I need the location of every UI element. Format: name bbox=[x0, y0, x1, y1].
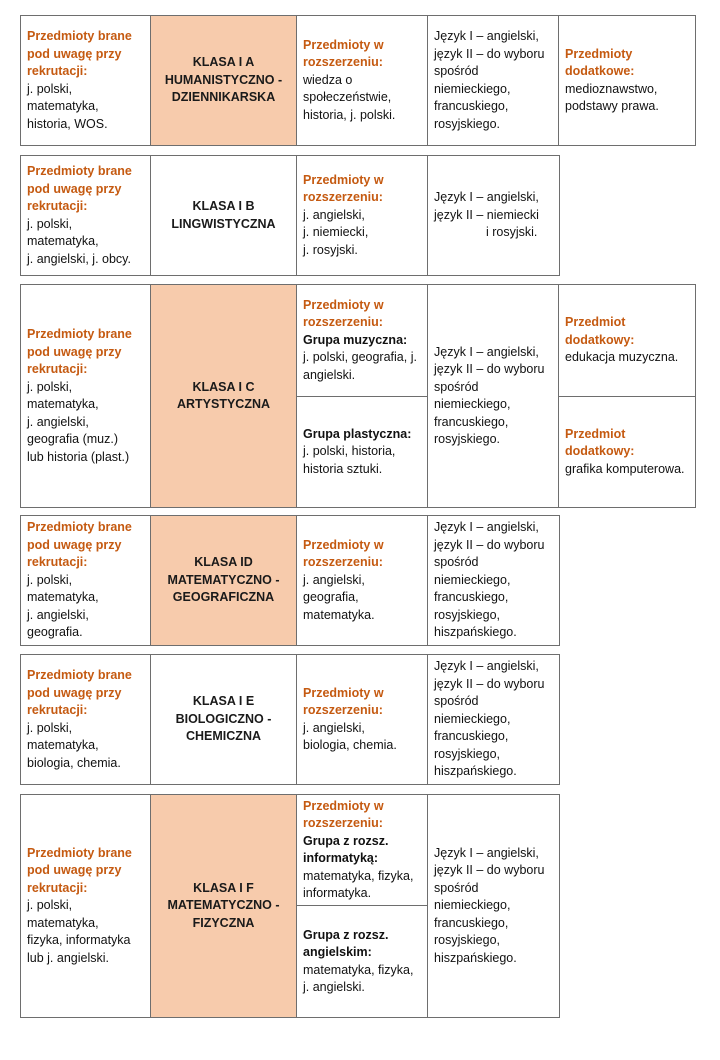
group-name: Grupa muzyczna: bbox=[303, 332, 408, 347]
group-subjects: j. polski, historia, historia sztuki. bbox=[303, 444, 396, 476]
recruitment-cell bbox=[21, 285, 151, 508]
extended-heading: Przedmioty w rozszerzeniu: bbox=[303, 172, 384, 205]
extended-cell bbox=[297, 655, 428, 785]
language-cell bbox=[428, 516, 560, 646]
recruitment-cell bbox=[21, 516, 151, 646]
class-name: KLASA I F bbox=[193, 880, 254, 895]
extended-heading: Przedmioty w rozszerzeniu: bbox=[303, 685, 384, 717]
recruitment-heading: Przedmioty brane pod uwagę przy rekrutacji: bbox=[27, 668, 132, 717]
recruitment-cell bbox=[21, 156, 151, 276]
recruitment-heading: Przedmioty brane pod uwagę przy rekrutacji: bbox=[27, 29, 132, 78]
extra-subjects: grafika komputerowa. bbox=[565, 461, 685, 476]
extended-cell bbox=[297, 156, 428, 276]
extended-subjects: j. angielski, geografia, matematyka. bbox=[303, 572, 375, 622]
extra-cell bbox=[559, 285, 696, 397]
language-info: Język I – angielski, język II – do wyboru spośród niemieckiego, francuskiego, rosyjskiego, hiszpańskiego. bbox=[434, 845, 545, 965]
language-cell bbox=[428, 16, 559, 146]
class-table-d bbox=[20, 515, 560, 646]
extra-heading: Przedmiot dodatkowy: bbox=[565, 315, 635, 347]
extra-subjects: medioznawstwo, podstawy prawa. bbox=[565, 81, 659, 113]
group-name: Grupa plastyczna: bbox=[303, 426, 412, 441]
extended-cell bbox=[297, 397, 428, 508]
extra-heading: Przedmioty dodatkowe: bbox=[565, 46, 635, 78]
recruitment-subjects: j. polski, matematyka, j. angielski, geografia (muz.) lub historia (plast.) bbox=[27, 379, 130, 464]
recruitment-heading: Przedmioty brane pod uwagę przy rekrutacji: bbox=[27, 845, 132, 895]
extra-cell bbox=[559, 397, 696, 508]
extended-cell bbox=[297, 285, 428, 397]
recruitment-heading: Przedmioty brane pod uwagę przy rekrutacji: bbox=[27, 327, 132, 376]
class-profile: MATEMATYCZNO - GEOGRAFICZNA bbox=[167, 572, 280, 605]
class-name-cell bbox=[151, 16, 297, 146]
language-info: Język I – angielski, język II – do wyboru spośród niemieckiego, francuskiego, rosyjskiego, hiszpańskiego. bbox=[434, 659, 545, 779]
class-name: KLASA ID bbox=[194, 555, 253, 570]
language-line: język II – niemiecki bbox=[434, 207, 539, 222]
language-info: Język I – angielski, język II – do wyboru spośród niemieckiego, francuskiego, rosyjskiego, hiszpańskiego. bbox=[434, 520, 545, 640]
extended-subjects: j. angielski, j. niemiecki, j. rosyjski. bbox=[303, 207, 369, 257]
extended-cell bbox=[297, 16, 428, 146]
class-profile: MATEMATYCZNO - FIZYCZNA bbox=[167, 898, 280, 930]
class-name: KLASA I A bbox=[192, 55, 255, 70]
recruitment-heading: Przedmioty brane pod uwagę przy rekrutacji: bbox=[27, 164, 132, 213]
extra-heading: Przedmiot dodatkowy: bbox=[565, 426, 635, 459]
extended-heading: Przedmioty w rozszerzeniu: bbox=[303, 798, 384, 830]
extended-cell bbox=[297, 795, 428, 906]
class-profile: LINGWISTYCZNA bbox=[171, 216, 276, 231]
class-table-b bbox=[20, 155, 560, 276]
group-name: Grupa z rozsz. angielskim: bbox=[303, 927, 389, 959]
class-table-f bbox=[20, 794, 560, 1018]
group-subjects: matematyka, fizyka, informatyka. bbox=[303, 868, 414, 900]
class-name-cell bbox=[151, 795, 297, 1018]
class-name: KLASA I C bbox=[192, 379, 255, 394]
extended-cell bbox=[297, 906, 428, 1018]
class-name: KLASA I B bbox=[192, 199, 255, 213]
class-name-cell bbox=[151, 516, 297, 646]
extra-subjects: edukacja muzyczna. bbox=[565, 350, 679, 365]
recruitment-subjects: j. polski, matematyka, j. angielski, j. obcy. bbox=[27, 216, 131, 266]
extended-subjects: wiedza o społeczeństwie, historia, j. polski. bbox=[303, 72, 396, 122]
language-cell bbox=[428, 285, 559, 508]
language-cell bbox=[428, 655, 560, 785]
language-cell bbox=[428, 795, 560, 1018]
class-name: KLASA I E bbox=[192, 694, 255, 709]
recruitment-subjects: j. polski, matematyka, j. angielski, geografia. bbox=[27, 572, 99, 640]
class-profile: BIOLOGICZNO - CHEMICZNA bbox=[175, 711, 272, 744]
extended-heading: Przedmioty w rozszerzeniu: bbox=[303, 537, 384, 570]
language-line: Język I – angielski, bbox=[434, 190, 539, 205]
extended-cell bbox=[297, 516, 428, 646]
group-name: Grupa z rozsz. informatyką: bbox=[303, 833, 389, 865]
group-subjects: matematyka, fizyka, j. angielski. bbox=[303, 962, 414, 994]
language-cell bbox=[428, 156, 560, 276]
class-table-c bbox=[20, 284, 696, 508]
class-name-cell bbox=[151, 156, 297, 276]
extended-heading: Przedmioty w rozszerzeniu: bbox=[303, 297, 384, 330]
class-name-cell bbox=[151, 655, 297, 785]
recruitment-cell bbox=[21, 795, 151, 1018]
class-table-e bbox=[20, 654, 560, 785]
extra-cell bbox=[559, 16, 696, 146]
recruitment-subjects: j. polski, matematyka, fizyka, informatyka lub j. angielski. bbox=[27, 898, 131, 965]
extended-subjects: j. angielski, biologia, chemia. bbox=[303, 720, 397, 752]
recruitment-cell bbox=[21, 655, 151, 785]
recruitment-subjects: j. polski, matematyka, historia, WOS. bbox=[27, 81, 108, 131]
extended-heading: Przedmioty w rozszerzeniu: bbox=[303, 37, 384, 70]
class-profile: ARTYSTYCZNA bbox=[176, 397, 271, 411]
language-info: Język I – angielski, język II – do wyboru spośród niemieckiego, francuskiego, rosyjskiego. bbox=[434, 344, 545, 446]
group-subjects: j. polski, geografia, j. angielski. bbox=[303, 350, 417, 382]
language-line: i rosyjski. bbox=[486, 225, 538, 240]
recruitment-heading: Przedmioty brane pod uwagę przy rekrutacji: bbox=[27, 520, 132, 570]
class-table-a bbox=[20, 15, 696, 146]
recruitment-cell bbox=[21, 16, 151, 146]
recruitment-subjects: j. polski, matematyka, biologia, chemia. bbox=[27, 720, 121, 770]
class-profile: HUMANISTYCZNO - DZIENNIKARSKA bbox=[164, 72, 283, 105]
class-name-cell bbox=[151, 285, 297, 508]
language-info: Język I – angielski, język II – do wyboru spośród niemieckiego, francuskiego, rosyjskiego. bbox=[434, 29, 545, 131]
